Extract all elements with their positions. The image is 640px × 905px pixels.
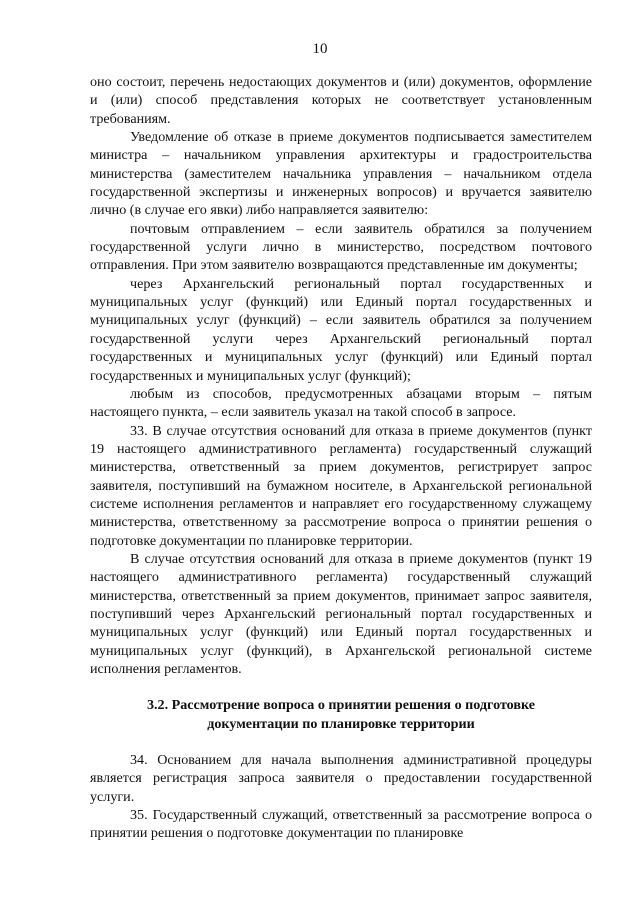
paragraph-any-method: любым из способов, предусмотренных абзацами вторым – пятым настоящего пункта, – если заявитель указал на такой способ в запросе. — [90, 385, 592, 421]
section-heading: 3.2. Рассмотрение вопроса о принятии решения о подготовке документации по планировке территории — [146, 697, 536, 732]
page-number: 10 — [312, 41, 328, 57]
document-body — [90, 73, 592, 843]
paragraph-portal-delivery: через Архангельский региональный портал государственных и муниципальных услуг (функций) или Единый портал государственных и муниципальных услуг (функций) – если заявитель обратился за получением государственной услуги через Архангельский региональный портал государственных и муниципальных услуг (функций) или Единый портал государственных и муниципальных услуг (функций); — [90, 275, 592, 384]
paragraph-postal-delivery: почтовым отправлением – если заявитель обратился за получением государственной услуги лично в министерство, посредством почтового отправления. При этом заявителю возвращаются представленные им документы; — [90, 220, 592, 274]
paragraph-item-33: 33. В случае отсутствия оснований для отказа в приеме документов (пункт 19 настоящего административного регламента) государственный служащий министерства, ответственный за прием документов, регистрирует запрос заявителя, поступивший на бумажном носителе, в Архангельской региональной системе исполнения регламентов и направляет его государственному служащему министерства, ответственному за рассмотрение вопроса о принятии решения о подготовке документации по планировке территории. — [90, 422, 592, 549]
paragraph-item-34: 34. Основанием для начала выполнения административной процедуры является регистрация запроса заявителя о предоставлении государственной услуги. — [90, 752, 592, 805]
paragraph-refusal-notice: Уведомление об отказе в приеме документов подписывается заместителем министра – начальником управления архитектуры и градостроительства министерства (заместителем начальника управления – начальником отдела государственной экспертизы и инженерных вопросов) и вручается заявителю лично (в случае его явки) либо направляется заявителю: — [90, 129, 592, 219]
paragraph-continuation: оно состоит, перечень недостающих документов и (или) документов, оформление и (или) способ представления которых не соответствует установленным требованиям. — [90, 74, 592, 127]
paragraph-portal-registration: В случае отсутствия оснований для отказа в приеме документов (пункт 19 настоящего административного регламента) государственный служащий министерства, ответственный за прием документов, принимает запрос заявителя, поступивший через Архангельский региональный портал государственных и муниципальных услуг (функций) или Единый портал государственных и муниципальных услуг (функций), в Архангельской региональной системе исполнения регламентов. — [90, 550, 592, 677]
paragraph-item-35: 35. Государственный служащий, ответственный за рассмотрение вопроса о принятии решения о подготовке документации по планировке — [90, 807, 592, 842]
